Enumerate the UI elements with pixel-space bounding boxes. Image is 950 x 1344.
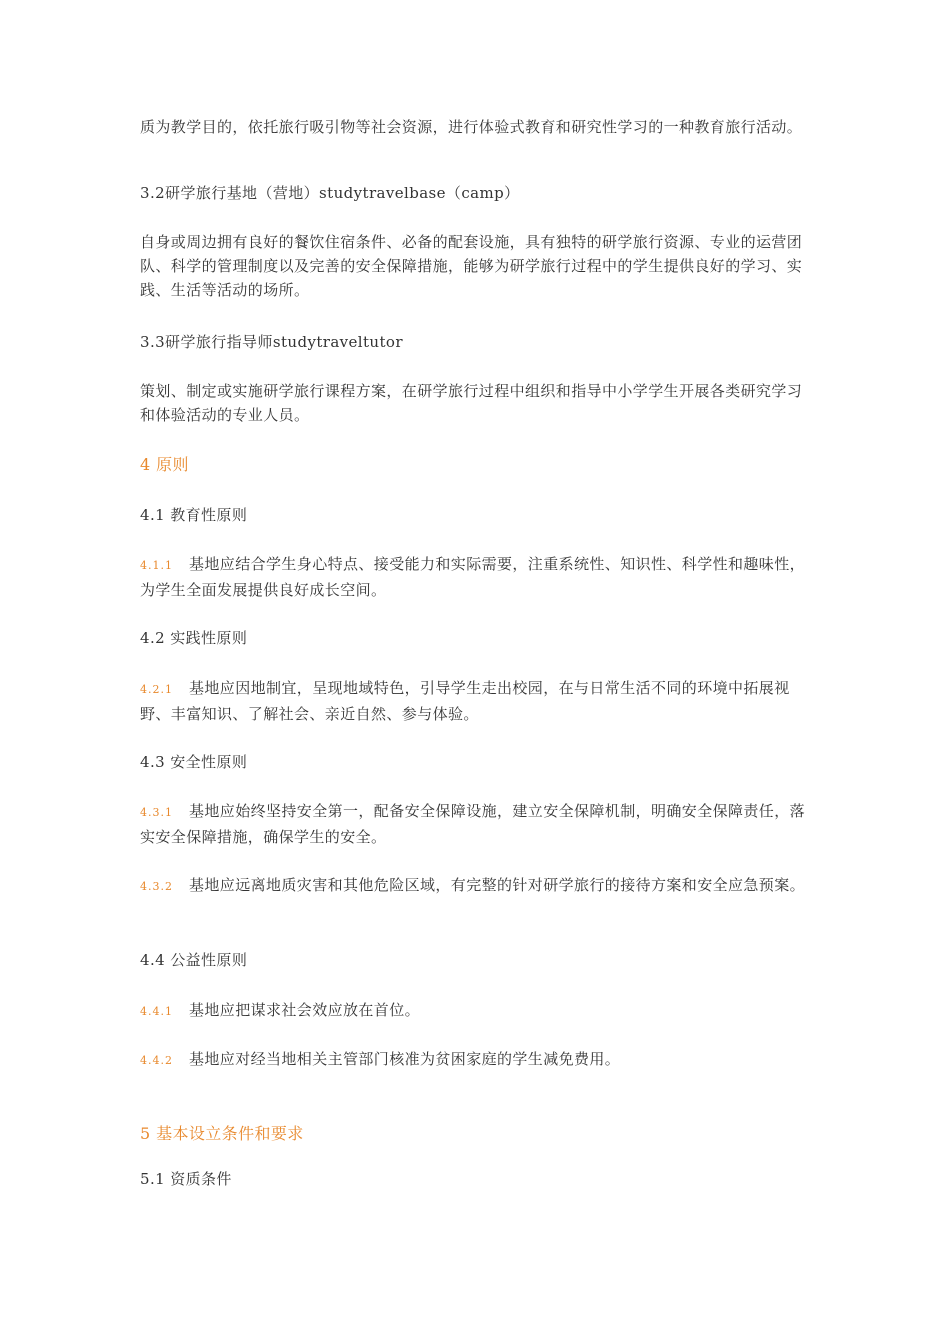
- section-5-heading: 5 基本设立条件和要求: [140, 1124, 304, 1143]
- subsection-4-4-heading: 4.4 公益性原则: [140, 951, 248, 969]
- clause-number: 4.4.1: [140, 1005, 173, 1018]
- section-4-heading: 4 原则: [140, 455, 189, 474]
- clause-4-4-2: [140, 1047, 808, 1073]
- clause-text: 基地应把谋求社会效应放在首位。: [189, 1001, 421, 1019]
- clause-number: 4.2.1: [140, 683, 173, 696]
- clause-text: 基地应远离地质灾害和其他危险区域，有完整的针对研学旅行的接待方案和安全应急预案。: [189, 876, 806, 894]
- clause-number: 4.4.2: [140, 1054, 173, 1067]
- subsection-5-1-heading: 5.1 资质条件: [140, 1170, 232, 1188]
- clause-4-2-1: [140, 676, 808, 726]
- subsection-4-2-heading: 4.2 实践性原则: [140, 629, 248, 647]
- clause-number: 4.3.2: [140, 880, 173, 893]
- term-heading-study-travel-tutor: 3.3研学旅行指导师studytraveltutor: [140, 333, 403, 351]
- term-definition-study-travel-base: 自身或周边拥有良好的餐饮住宿条件、必备的配套设施，具有独特的研学旅行资源、专业的运营团队、科学的管理制度以及完善的安全保障措施，能够为研学旅行过程中的学生提供良好的学习、实践、生活等活动的场所。: [140, 233, 803, 299]
- term-heading-study-travel-base: 3.2研学旅行基地（营地）studytravelbase（camp）: [140, 184, 520, 202]
- clause-4-3-2: [140, 873, 808, 899]
- subsection-4-3-heading: 4.3 安全性原则: [140, 753, 248, 771]
- clause-text: 基地应始终坚持安全第一，配备安全保障设施，建立安全保障机制，明确安全保障责任，落实安全保障措施，确保学生的安全。: [140, 802, 806, 846]
- clause-4-3-1: [140, 799, 808, 849]
- clause-text: 基地应对经当地相关主管部门核准为贫困家庭的学生减免费用。: [189, 1050, 621, 1068]
- term-definition-study-travel-tutor: 策划、制定或实施研学旅行课程方案，在研学旅行过程中组织和指导中小学学生开展各类研究学习和体验活动的专业人员。: [140, 382, 803, 424]
- clause-text: 基地应结合学生身心特点、接受能力和实际需要，注重系统性、知识性、科学性和趣味性，为学生全面发展提供良好成长空间。: [140, 555, 806, 599]
- clause-number: 4.3.1: [140, 806, 173, 819]
- clause-text: 基地应因地制宜，呈现地域特色，引导学生走出校园，在与日常生活不同的环境中拓展视野、丰富知识、了解社会、亲近自然、参与体验。: [140, 679, 790, 723]
- definition-paragraph: 质为教学目的，依托旅行吸引物等社会资源，进行体验式教育和研究性学习的一种教育旅行活动。: [140, 118, 803, 136]
- clause-number: 4.1.1: [140, 559, 173, 572]
- subsection-4-1-heading: 4.1 教育性原则: [140, 506, 248, 524]
- clause-4-1-1: [140, 552, 808, 602]
- clause-4-4-1: [140, 998, 808, 1024]
